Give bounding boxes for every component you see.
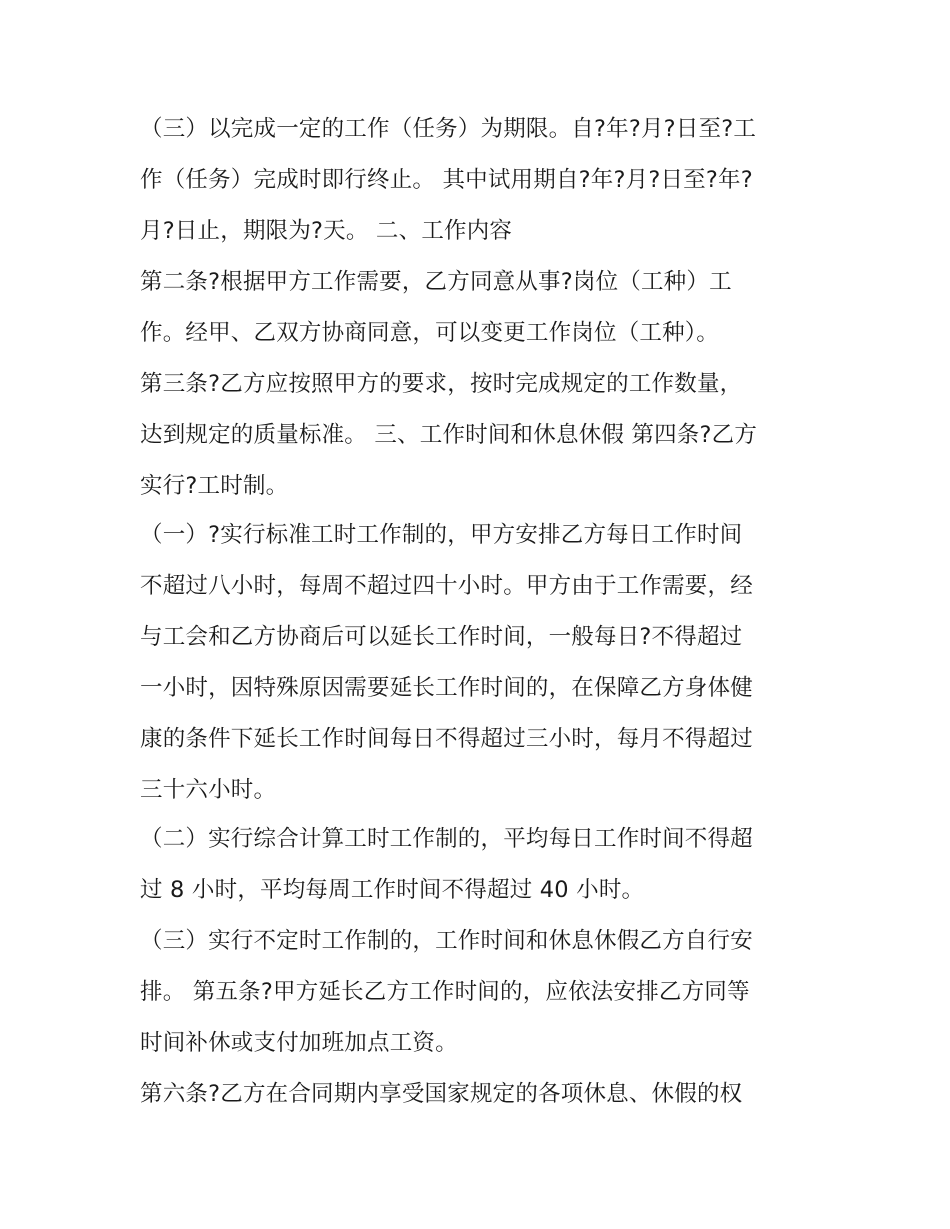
- text-line: 月?日止，期限为?天。 二、工作内容: [140, 218, 513, 244]
- text-line: 三十六小时。: [140, 777, 277, 803]
- text-line: 作（任务）完成时即行终止。 其中试用期自?年?月?日至?年?: [140, 167, 753, 193]
- text-line: 与工会和乙方协商后可以延长工作时间，一般每日?不得超过: [140, 624, 743, 650]
- text-line: 实行?工时制。: [140, 473, 289, 499]
- text-line: 达到规定的质量标准。 三、工作时间和休息休假 第四条?乙方: [140, 422, 758, 448]
- text-line: （三）以完成一定的工作（任务）为期限。自?年?月?日至?工: [140, 116, 757, 142]
- text-line: 康的条件下延长工作时间每日不得超过三小时，每月不得超过: [140, 726, 753, 752]
- text-line: （一）?实行标准工时工作制的，甲方安排乙方每日工作时间: [140, 522, 743, 548]
- text-line: （三）实行不定时工作制的，工作时间和休息休假乙方自行安: [140, 928, 753, 954]
- text-line: 第三条?乙方应按照甲方的要求，按时完成规定的工作数量，: [140, 371, 743, 397]
- text-line: 作。经甲、乙双方协商同意，可以变更工作岗位（工种）。: [140, 320, 719, 346]
- text-line: 第二条?根据甲方工作需要，乙方同意从事?岗位（工种）工: [140, 269, 732, 295]
- text-line: 不超过八小时，每周不超过四十小时。甲方由于工作需要，经: [140, 573, 753, 599]
- text-line: 第六条?乙方在合同期内享受国家规定的各项休息、休假的权: [140, 1081, 743, 1107]
- text-line: 一小时，因特殊原因需要延长工作时间的，在保障乙方身体健: [140, 675, 753, 701]
- text-line: 时间补休或支付加班加点工资。: [140, 1030, 458, 1056]
- text-line: 过 8 小时，平均每周工作时间不得超过 40 小时。: [140, 877, 645, 903]
- text-line: 排。 第五条?甲方延长乙方工作时间的，应依法安排乙方同等: [140, 979, 750, 1005]
- text-line: （二）实行综合计算工时工作制的，平均每日工作时间不得超: [140, 826, 753, 852]
